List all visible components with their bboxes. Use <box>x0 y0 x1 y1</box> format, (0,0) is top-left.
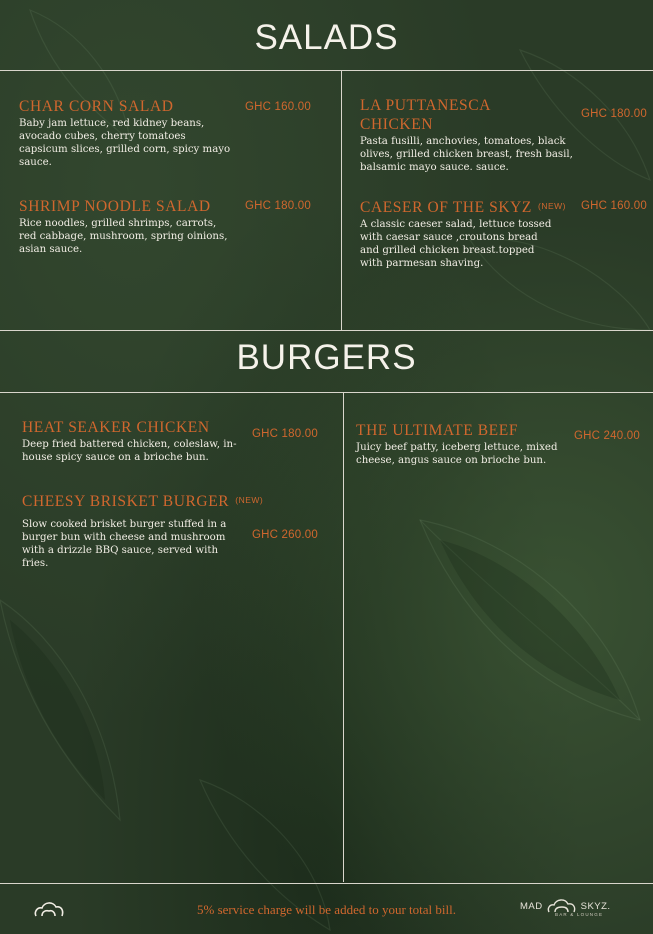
item-name <box>22 491 322 511</box>
item-price: GHC 160.00 <box>245 101 311 113</box>
service-charge-note: 5% service charge will be added to your total bill. <box>197 902 456 917</box>
divider-burgers-bottom <box>0 883 653 884</box>
menu-item-shrimp-noodle-salad <box>19 197 234 256</box>
item-price: GHC 180.00 <box>581 108 647 120</box>
item-price: GHC 160.00 <box>581 200 647 212</box>
item-name: LA PUTTANESCA CHICKEN <box>360 97 491 133</box>
menu-item-la-puttanesca-chicken <box>360 96 575 174</box>
new-badge: (NEW) <box>538 201 566 211</box>
divider-burgers-top <box>0 392 653 393</box>
brand-subtitle: BAR & LOUNGE <box>555 912 604 917</box>
item-description: Deep fried battered chicken, coleslaw, in-house spicy sauce on a brioche bun. <box>22 439 237 463</box>
item-name-text: CAESER OF THE SKYZ <box>360 199 532 216</box>
divider-salads-center <box>341 70 342 330</box>
item-price: GHC 240.00 <box>574 430 640 442</box>
item-description: Rice noodles, grilled shrimps, carrots, red cabbage, mushroom, spring oinions, asian sauce. <box>19 218 228 255</box>
item-description: Baby jam lettuce, red kidney beans, avocado cubes, cherry tomatoes capsicum slices, grilled corn, spicy mayo sauce. <box>19 118 231 168</box>
item-name: THE ULTIMATE BEEF <box>356 422 519 439</box>
item-description: Slow cooked brisket burger stuffed in a burger bun with cheese and mushroom with a drizzle BBQ sauce, served with fries. <box>22 519 227 569</box>
menu-item-heat-seaker-chicken <box>22 418 247 464</box>
item-price: GHC 180.00 <box>245 200 311 212</box>
brand-name-left: MAD <box>520 900 543 912</box>
item-name-text: CHEESY BRISKET BURGER <box>22 493 230 510</box>
burgers-heading: BURGERS <box>236 338 417 377</box>
item-description: Juicy beef patty, iceberg lettuce, mixed cheese, angus sauce on brioche bun. <box>356 442 558 466</box>
menu-item-the-ultimate-beef <box>356 421 566 467</box>
brand-name-right: SKYZ. <box>580 900 611 912</box>
item-description: A classic caeser salad, lettuce tossed with caesar sauce ,croutons bread and grilled chicken breast.topped with parmesan shaving. <box>360 219 552 269</box>
item-name <box>360 197 570 217</box>
new-badge: (NEW) <box>235 495 264 505</box>
salads-heading: SALADS <box>254 18 399 57</box>
divider-salads-bottom <box>0 330 653 331</box>
menu-item-char-corn-salad <box>19 97 234 169</box>
item-price: GHC 180.00 <box>252 428 318 440</box>
item-price: GHC 260.00 <box>252 529 318 541</box>
menu-item-caeser-of-the-skyz <box>360 197 570 270</box>
item-name: HEAT SEAKER CHICKEN <box>22 419 210 436</box>
divider-burgers-center <box>343 392 344 882</box>
item-name: CHAR CORN SALAD <box>19 98 174 115</box>
item-description: Pasta fusilli, anchovies, tomatoes, black olives, grilled chicken breast, fresh basil, balsamic mayo sauce. sauce. <box>360 136 573 173</box>
divider-salads-top <box>0 70 653 71</box>
item-name: SHRIMP NOODLE SALAD <box>19 198 211 215</box>
